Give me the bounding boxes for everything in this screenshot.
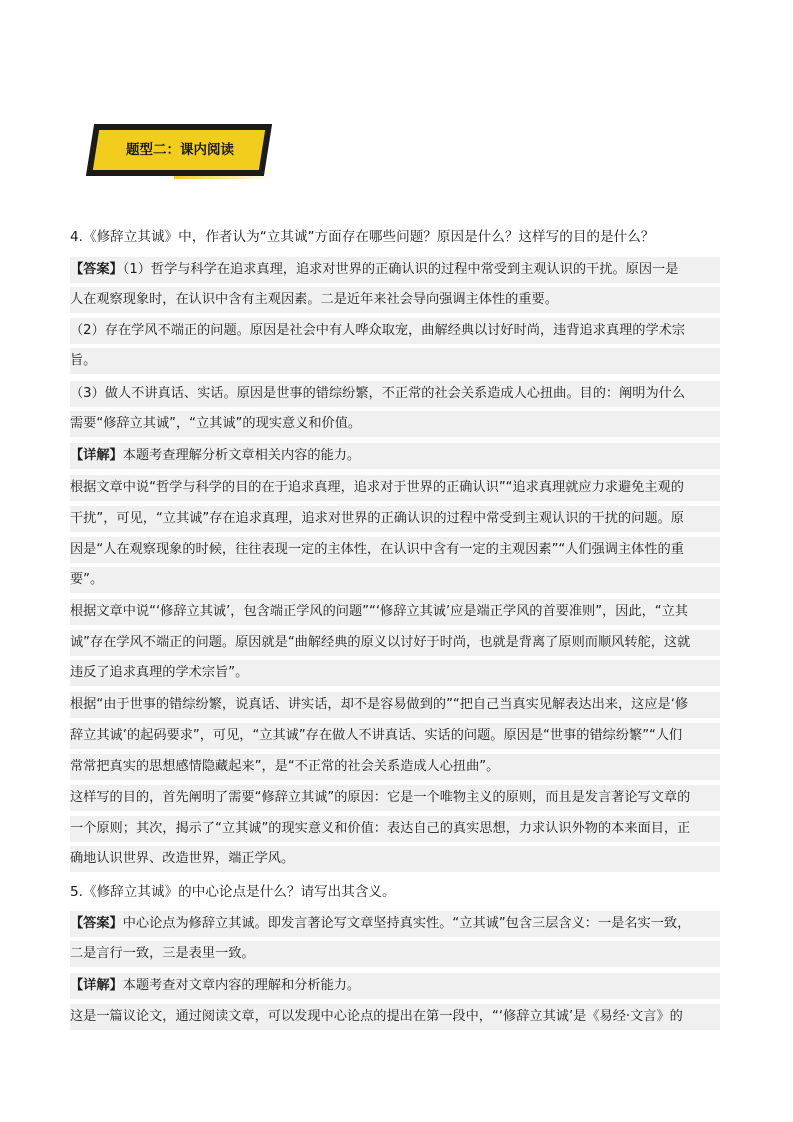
answer-tag: 【答案】 [70, 916, 123, 931]
answer-line: 人在观察现象时，在认识中含有主观因素。二是近年来社会导向强调主体性的重要。 [70, 287, 720, 313]
detail-line: 要”。 [70, 567, 720, 593]
detail-line: 一个原则；其次，揭示了“立其诚”的现实意义和价值：表达自己的真实思想，力求认识外物的本来面目，正 [70, 816, 720, 842]
detail-line: 因是“人在观察现象的时候，往往表现一定的主体性，在认识中含有一定的主观因素”“人们强调主体性的重 [70, 537, 720, 563]
detail-tag: 【详解】 [70, 978, 123, 993]
detail-line: 诚”存在学风不端正的问题。原因就是“曲解经典的原义以讨好于时尚，也就是背离了原则而顺风转舵，这就 [70, 630, 720, 656]
detail-line: 根据文章中说“哲学与科学的目的在于追求真理，追求对于世界的正确认识”“追求真理就应力求避免主观的 [70, 475, 720, 501]
answer-line: 【答案】中心论点为修辞立其诚。即发言著论写文章坚持真实性。“立其诚”包含三层含义：一是名实一致， [70, 911, 720, 937]
answer-line: 【答案】（1）哲学与科学在追求真理，追求对世界的正确认识的过程中常受到主观认识的干扰。原因一是 [70, 257, 720, 283]
detail-line: 常常把真实的思想感情隐藏起来”，是“不正常的社会关系造成人心扭曲”。 [70, 754, 720, 780]
answer-line: 旨。 [70, 348, 720, 374]
answer-line: 需要“修辞立其诚”，“立其诚”的现实意义和价值。 [70, 411, 720, 437]
answer-tag: 【答案】 [70, 262, 123, 277]
detail-line: 【详解】本题考查理解分析文章相关内容的能力。 [70, 443, 720, 469]
answer-line: （3）做人不讲真话、实话。原因是世事的错综纷繁，不正常的社会关系造成人心扭曲。目的：阐明为什么 [70, 381, 720, 407]
detail-line: 确地认识世界、改造世界，端正学风。 [70, 846, 720, 872]
question-5: 5.《修辞立其诚》的中心论点是什么？请写出其含义。 [70, 884, 396, 900]
detail-line: 根据文章中说“‘修辞立其诚’，包含端正学风的问题”“‘修辞立其诚’应是端正学风的首要准则”，因此，“立其 [70, 599, 720, 625]
detail-line: 违反了追求真理的学术宗旨”。 [70, 660, 720, 686]
detail-line: 这样写的目的，首先阐明了需要“修辞立其诚”的原因：它是一个唯物主义的原则，而且是发言著论写文章的 [70, 785, 720, 811]
detail-line: 根据“由于世事的错综纷繁，说真话、讲实话，却不是容易做到的”“把自己当真实见解表达出来，这应是‘修 [70, 692, 720, 718]
detail-line: 辞立其诚’的起码要求”，可见，“立其诚”存在做人不讲真话、实话的问题。原因是“世事的错综纷繁”“人们 [70, 723, 720, 749]
detail-line: 【详解】本题考查对文章内容的理解和分析能力。 [70, 973, 720, 999]
answer-line: 二是言行一致，三是表里一致。 [70, 941, 720, 967]
detail-line: 这是一篇议论文，通过阅读文章，可以发现中心论点的提出在第一段中，“‘修辞立其诚’是《易经·文言》的 [70, 1004, 720, 1030]
section-banner [84, 121, 274, 185]
detail-line: 干扰”，可见，“立其诚”存在追求真理，追求对世界的正确认识的过程中常受到主观认识的干扰的问题。原 [70, 506, 720, 532]
answer-line: （2）存在学风不端正的问题。原因是社会中有人哗众取宠，曲解经典以讨好时尚，违背追求真理的学术宗 [70, 318, 720, 344]
detail-tag: 【详解】 [70, 448, 123, 463]
section-title: 题型二：课内阅读 [126, 142, 234, 158]
question-4: 4.《修辞立其诚》中，作者认为“立其诚”方面存在哪些问题？原因是什么？这样写的目的是什么？ [70, 229, 655, 245]
